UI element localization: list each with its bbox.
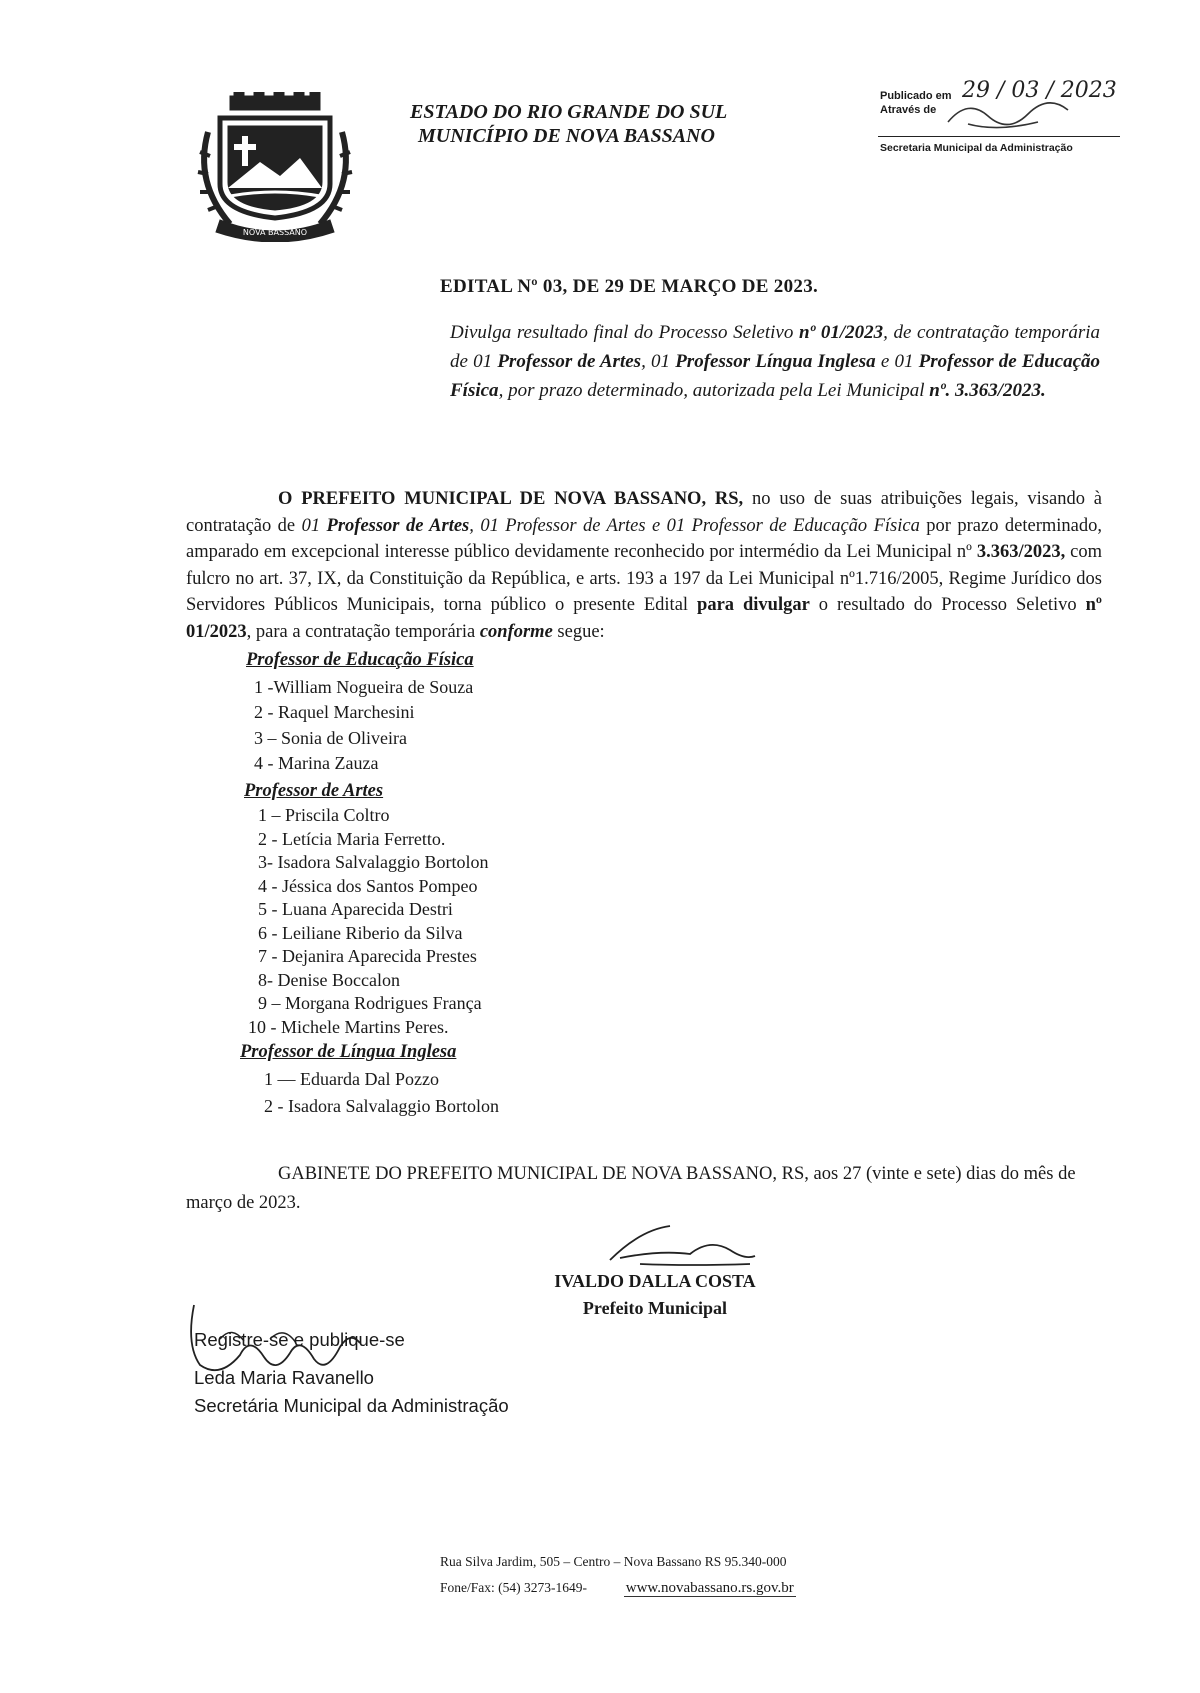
- edital-body: [186, 486, 1102, 1119]
- body-text: por prazo determinado, amparado em excepcional interesse público devidamente reconhecido por intermédio da Lei Municipal nº: [186, 515, 1102, 562]
- header-block: [410, 100, 727, 148]
- page-footer: [440, 1549, 796, 1601]
- section-heading: Professor de Educação Física: [246, 650, 474, 670]
- summary-bold: nº. 3.363/2023.: [929, 380, 1046, 401]
- publication-stamp: [878, 78, 1128, 168]
- footer-phone: Fone/Fax: (54) 3273-1649-: [440, 1580, 587, 1595]
- body-text: com fulcro no art. 37, IX, da Constituição da República, e arts. 193 a 197 da Lei Municipal nº1.716/2005, Regime Jurídico dos Servidores Públicos Municipais, torna público o presente Edital: [186, 542, 1102, 615]
- list-item: 9 – Morgana Rodrigues França: [258, 993, 482, 1013]
- body-paragraph: [186, 486, 1102, 645]
- footer-website-link[interactable]: www.novabassano.rs.gov.br: [625, 1580, 794, 1596]
- summary-text: Divulga resultado final do Processo Seletivo: [450, 322, 799, 343]
- list-item: 7 - Dejanira Aparecida Prestes: [258, 946, 477, 966]
- list-item: 3 – Sonia de Oliveira: [254, 727, 407, 748]
- summary-text: , de contratação temporária de 01: [450, 322, 1100, 372]
- section-educacao-fisica: [186, 647, 1102, 776]
- body-bold-italic: conforme: [479, 621, 553, 642]
- body-bold-italic: Professor de Artes: [326, 515, 470, 536]
- list-item: 5 - Luana Aparecida Destri: [258, 899, 453, 919]
- footer-contact: [440, 1575, 796, 1601]
- list-item: 8- Denise Boccalon: [258, 969, 400, 990]
- publication-date: 29 / 03 / 2023: [962, 78, 1117, 103]
- list-item: 1 – Priscila Coltro: [258, 805, 390, 825]
- list-item: 1 — Eduarda Dal Pozzo: [264, 1068, 439, 1089]
- closing-text: GABINETE DO PREFEITO MUNICIPAL DE NOVA BASSANO, RS, aos 27 (vinte e sete) dias do mês de março de 2023.: [186, 1164, 1076, 1213]
- body-italic: , 01 Professor de Artes e 01 Professor de Educação Física: [469, 515, 920, 536]
- list-item: 2 - Isadora Salvalaggio Bortolon: [264, 1096, 499, 1116]
- summary-text: , por prazo determinado, autorizada pela Lei Municipal: [498, 380, 930, 401]
- list-item: 3- Isadora Salvalaggio Bortolon: [258, 852, 489, 872]
- list-item: 6 - Leiliane Riberio da Silva: [258, 922, 463, 943]
- closing-paragraph: [186, 1160, 1106, 1218]
- state-name: ESTADO DO RIO GRANDE DO SUL: [410, 101, 728, 123]
- stamp-divider: [878, 136, 1120, 137]
- body-italic: 01: [301, 515, 327, 536]
- secretary-role: Secretária Municipal da Administração: [194, 1395, 509, 1416]
- body-text: no uso de suas atribuições legais, visando à contratação de: [186, 489, 1102, 536]
- body-bold: O PREFEITO MUNICIPAL DE NOVA BASSANO, RS,: [278, 489, 744, 509]
- edital-summary: [450, 318, 1100, 405]
- summary-text: , 01: [641, 351, 676, 372]
- summary-bold: Professor Língua Inglesa: [675, 351, 876, 372]
- footer-address: Rua Silva Jardim, 505 – Centro – Nova Bassano RS 95.340-000: [440, 1554, 787, 1569]
- list-item: 4 - Marina Zauza: [254, 753, 379, 773]
- stamp-signature-icon: [938, 92, 1088, 134]
- registration-text: Registre-se e publique-se: [194, 1329, 405, 1350]
- body-text: o resultado do Processo Seletivo: [809, 595, 1086, 615]
- edital-title: EDITAL Nº 03, DE 29 DE MARÇO DE 2023.: [440, 276, 819, 297]
- body-bold: 3.363/2023,: [976, 542, 1066, 562]
- summary-text: e 01: [875, 351, 919, 372]
- section-artes: [186, 778, 1102, 1040]
- through-label: Através de: [880, 104, 937, 116]
- stamp-department: Secretaria Municipal da Administração: [880, 142, 1073, 154]
- list-item: 1 -William Nogueira de Souza: [254, 676, 474, 697]
- section-heading: Professor de Língua Inglesa: [240, 1042, 457, 1062]
- body-text: , para a contratação temporária: [246, 621, 480, 642]
- mayor-signature-icon: [600, 1220, 760, 1270]
- body-bold: nº 01/2023: [186, 595, 1102, 642]
- secretary-name: Leda Maria Ravanello: [194, 1367, 374, 1388]
- section-heading: Professor de Artes: [244, 780, 384, 801]
- list-item: 10 - Michele Martins Peres.: [248, 1016, 449, 1037]
- svg-text:NOVA BASSANO: NOVA BASSANO: [242, 228, 308, 237]
- municipality-name: MUNICÍPIO DE NOVA BASSANO: [418, 125, 715, 147]
- registration-block: [194, 1326, 509, 1420]
- summary-bold: Professor de Educação Física: [450, 351, 1101, 401]
- signatory-role: Prefeito Municipal: [582, 1298, 728, 1318]
- list-item: 2 - Letícia Maria Ferretto.: [258, 828, 446, 849]
- summary-bold: Professor de Artes: [497, 351, 642, 372]
- signatory-name: IVALDO DALLA COSTA: [554, 1271, 756, 1291]
- section-lingua-inglesa: [186, 1039, 1102, 1119]
- municipal-crest-icon: [190, 92, 360, 242]
- summary-bold: nº 01/2023: [798, 322, 884, 343]
- body-bold: para divulgar: [697, 595, 810, 615]
- published-label: Publicado em: [880, 90, 952, 102]
- signatory-block: [530, 1268, 780, 1322]
- body-text: segue:: [552, 621, 605, 642]
- list-item: 2 - Raquel Marchesini: [254, 702, 415, 722]
- list-item: 4 - Jéssica dos Santos Pompeo: [258, 875, 478, 896]
